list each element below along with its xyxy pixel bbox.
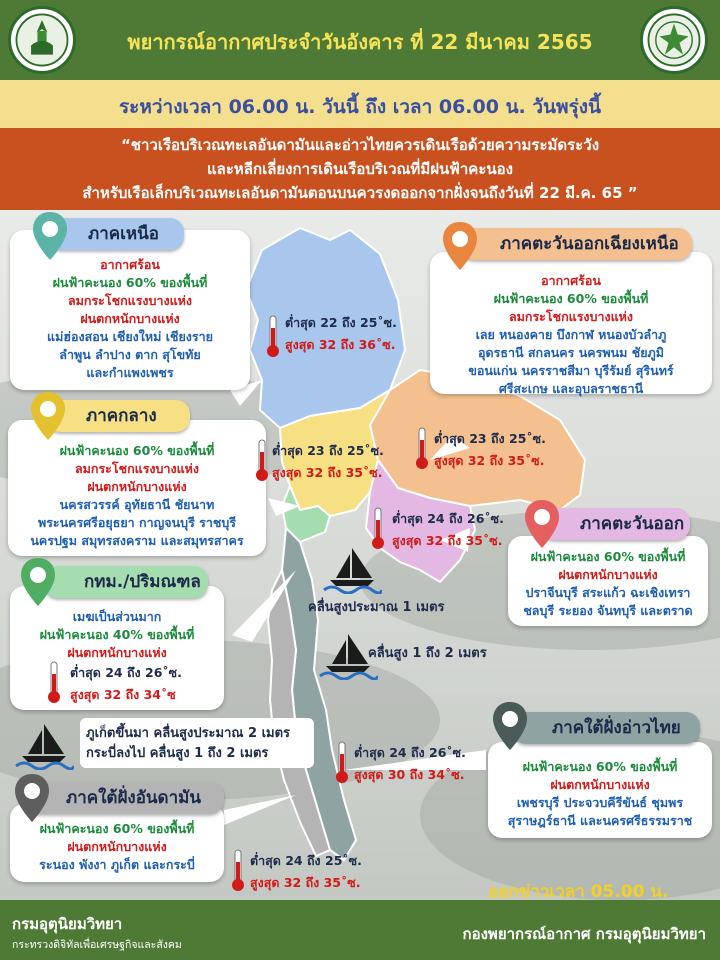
bangkok-temp-min: ต่ำสุด 24 ถึง 26˚ซ. xyxy=(70,665,182,680)
south-gulf-temperature xyxy=(354,742,466,786)
northeast-line: เลย หนองคาย บึงกาฬ หนองบัวลำภู xyxy=(475,327,667,342)
northeast-line: อุดรธานี สกลนคร นครพนม ชัยภูมิ xyxy=(478,345,664,360)
south-andaman-line: ฝนฟ้าคะนอง 60% ของพื้นที่ xyxy=(39,821,195,836)
south-andaman-region-label: ภาคใต้ฝั่งอันดามัน xyxy=(26,782,224,814)
central-line: ลมกระโชกแรงบางแห่ง xyxy=(75,461,199,476)
warning-line: “ชาวเรือบริเวณทะเลอันดามันและอ่าวไทยควรเดินเรือด้วยความระมัดระวัง xyxy=(120,136,600,154)
north-temp-min: ต่ำสุด 22 ถึง 25˚ซ. xyxy=(285,315,397,330)
south-andaman-temperature xyxy=(250,850,362,894)
south-gulf-temp-min: ต่ำสุด 24 ถึง 26˚ซ. xyxy=(354,745,466,760)
south-andaman-line: ระนอง พังงา ภูเก็ต และกระบี่ xyxy=(39,857,195,872)
marine-warning-banner xyxy=(0,128,720,210)
north-line: ลำพูน ลำปาง ตาก สุโขทัย xyxy=(59,347,201,362)
tmd-logo xyxy=(640,6,708,74)
east-line: ปราจีนบุรี สระแก้ว ฉะเชิงเทรา xyxy=(525,585,691,600)
central-temp-max: สูงสุด 32 ถึง 35˚ซ. xyxy=(272,465,383,480)
south-gulf-forecast-card xyxy=(488,742,712,838)
central-line: ฝนตกหนักบางแห่ง xyxy=(87,479,187,494)
south-andaman-temp-min: ต่ำสุด 24 ถึง 25˚ซ. xyxy=(250,853,362,868)
bangkok-line: ฝนตกหนักบางแห่ง xyxy=(67,645,167,660)
south-andaman-temp-max: สูงสุด 32 ถึง 35˚ซ. xyxy=(250,875,361,890)
ministry-logo xyxy=(8,6,76,74)
northeast-line: ขอนแก่น นครราชสีมา บุรีรัมย์ สุรินทร์ xyxy=(468,363,674,378)
north-line: ฝนตกหนักบางแห่ง xyxy=(80,311,180,326)
south-gulf-line: สุราษฎร์ธานี และนครศรีธรรมราช xyxy=(507,813,693,828)
northeast-line: ฝนฟ้าคะนอง 60% ของพื้นที่ xyxy=(493,291,649,306)
page-title: พยากรณ์อากาศประจำวันอังคาร ที่ 22 มีนาคม 2565 xyxy=(127,30,593,54)
east-line: ฝนฟ้าคะนอง 60% ของพื้นที่ xyxy=(530,549,686,564)
location-pin-icon xyxy=(28,390,68,442)
north-temperature xyxy=(285,312,397,356)
footer-org-name: กรมอุตุนิยมวิทยา xyxy=(12,915,123,933)
east-temperature xyxy=(392,508,504,552)
north-line: และกำแพงเพชร xyxy=(86,365,174,380)
thermometer-icon xyxy=(46,660,62,704)
location-pin-icon xyxy=(30,210,70,262)
north-line: อากาศร้อน xyxy=(100,257,160,272)
time-range-bar xyxy=(0,80,720,128)
northeast-region-label: ภาคตะวันออกเฉียงเหนือ xyxy=(460,228,692,260)
footer-department: กองพยากรณ์อากาศ กรมอุตุนิยมวิทยา xyxy=(462,925,706,943)
sailboat-icon xyxy=(14,720,74,770)
north-temp-max: สูงสุด 32 ถึง 36˚ซ. xyxy=(285,337,396,352)
location-pin-icon xyxy=(440,220,480,272)
central-temp-min: ต่ำสุด 23 ถึง 25˚ซ. xyxy=(272,443,384,458)
northeast-temp-max: สูงสุด 32 ถึง 35˚ซ. xyxy=(434,453,545,468)
south-andaman-line: ฝนตกหนักบางแห่ง xyxy=(67,839,167,854)
location-pin-icon xyxy=(18,556,58,608)
footer-bar xyxy=(0,900,720,960)
bangkok-temperature xyxy=(70,662,182,706)
south-gulf-temp-max: สูงสุด 30 ถึง 34˚ซ. xyxy=(354,767,465,782)
central-line: นครปฐม สมุทรสงคราม และสมุทรสาคร xyxy=(30,533,244,548)
south-gulf-region-label: ภาคใต้ฝั่งอ่าวไทย xyxy=(512,712,700,744)
northeast-forecast-card xyxy=(430,252,712,394)
footer-ministry-name: กระทรวงดิจิทัลเพื่อเศรษฐกิจและสังคม xyxy=(12,939,182,951)
thermometer-icon xyxy=(230,848,246,892)
east-temp-max: สูงสุด 32 ถึง 35˚ซ. xyxy=(392,533,503,548)
north-region-label: ภาคเหนือ xyxy=(48,218,184,250)
ministry-emblem-icon xyxy=(11,9,73,71)
south-gulf-line: ฝนฟ้าคะนอง 60% ของพื้นที่ xyxy=(522,759,678,774)
forecast-period: ระหว่างเวลา 06.00 น. วันนี้ ถึง เวลา 06.00 น. วันพรุ่งนี้ xyxy=(118,96,602,118)
central-region-label: ภาคกลาง xyxy=(46,400,190,432)
location-pin-icon xyxy=(522,498,562,550)
bangkok-region-label: กทม./ปริมณฑล xyxy=(44,566,208,598)
south-gulf-line: ฝนตกหนักบางแห่ง xyxy=(550,777,650,792)
east-line: ฝนตกหนักบางแห่ง xyxy=(558,567,658,582)
thermometer-icon xyxy=(334,740,350,784)
issue-time: ออกข่าวเวลา 05.00 น. xyxy=(488,882,669,900)
northeast-line: ลมกระโชกแรงบางแห่ง xyxy=(509,309,633,324)
wave-gulf-upper: คลื่นสูงประมาณ 1 เมตร xyxy=(308,600,445,615)
north-line: แม่ฮ่องสอน เชียงใหม่ เชียงราย xyxy=(47,329,213,344)
bangkok-line: เมฆเป็นส่วนมาก xyxy=(72,609,162,624)
warning-line: และหลีกเลี่ยงการเดินเรือบริเวณที่มีฝนฟ้าคะนอง xyxy=(207,160,513,178)
central-line: พระนครศรีอยุธยา กาญจนบุรี ราชบุรี xyxy=(37,515,237,530)
thermometer-icon xyxy=(414,426,430,470)
central-temperature xyxy=(272,440,384,484)
thermometer-icon xyxy=(254,438,270,482)
central-line: นครสวรรค์ อุทัยธานี ชัยนาท xyxy=(59,497,215,512)
north-line: ลมกระโชกแรงบางแห่ง xyxy=(68,293,192,308)
east-line: ชลบุรี ระยอง จันทบุรี และตราด xyxy=(523,603,693,618)
east-region-label: ภาคตะวันออก xyxy=(540,508,690,540)
east-temp-min: ต่ำสุด 24 ถึง 26˚ซ. xyxy=(392,511,504,526)
sailboat-icon xyxy=(322,544,382,594)
wave-andaman-north: ภูเก็ตขึ้นมา คลื่นสูงประมาณ 2 เมตร xyxy=(86,726,291,741)
northeast-temperature xyxy=(434,428,546,472)
south-gulf-line: เพชรบุรี ประจวบคีรีขันธ์ ชุมพร xyxy=(516,795,684,810)
location-pin-icon xyxy=(12,772,52,824)
warning-line: สำหรับเรือเล็กบริเวณทะเลอันดามันตอนบนควรงดออกจากฝั่งจนถึงวันที่ 22 มี.ค. 65 ” xyxy=(82,184,638,202)
thermometer-icon xyxy=(265,314,281,358)
wave-andaman-south: กระบี่ลงไป คลื่นสูง 1 ถึง 2 เมตร xyxy=(86,746,269,761)
header-bar xyxy=(0,0,720,80)
northeast-line: อากาศร้อน xyxy=(541,273,601,288)
central-line: ฝนฟ้าคะนอง 60% ของพื้นที่ xyxy=(59,443,215,458)
northeast-line: ศรีสะเกษ และอุบลราชธานี xyxy=(498,381,644,396)
north-line: ฝนฟ้าคะนอง 60% ของพื้นที่ xyxy=(52,275,208,290)
forecast-map-area xyxy=(0,210,720,900)
wave-gulf-lower: คลื่นสูง 1 ถึง 2 เมตร xyxy=(368,646,487,661)
tmd-emblem-icon xyxy=(643,9,705,71)
bangkok-temp-max: สูงสุด 32 ถึง 34˚ซ xyxy=(70,687,176,702)
location-pin-icon xyxy=(490,700,530,752)
northeast-temp-min: ต่ำสุด 23 ถึง 25˚ซ. xyxy=(434,431,546,446)
bangkok-line: ฝนฟ้าคะนอง 40% ของพื้นที่ xyxy=(39,627,195,642)
